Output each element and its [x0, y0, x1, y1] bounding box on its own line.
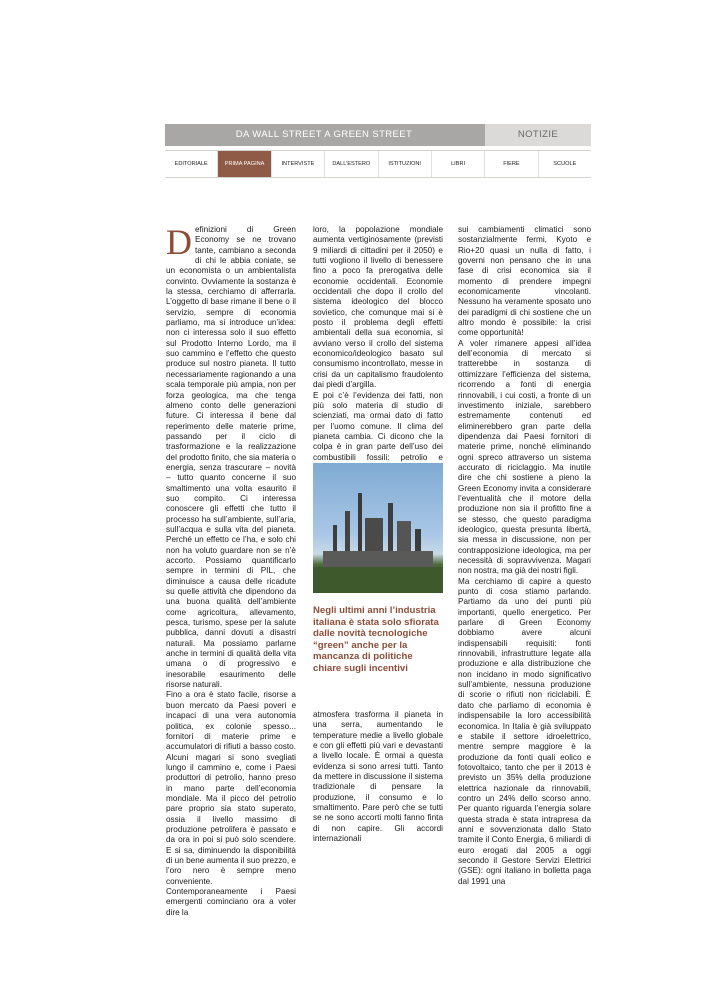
refinery-illustration — [313, 463, 443, 593]
paragraph: Ma cerchiamo di capire a questo punto di cosa stiamo parlando. Partiamo da uno dei punti più importanti, quello energetico. Per parlare di Green Economy dobbiamo avere alcuni indispensabili requisiti: fonti rinnovabili, infrastrutture legate alla produzione e alla distribuzione che non incidano in modo significativo sull’ambiente, nessuna produzione di scorie o rifiuti non riciclabili. È dato che parliamo di economia è indispensabile la loro accessibilità economica. In Italia è già sviluppato e stabile il settore idroelettrico, mentre sempre maggiore è la produzione da fonti quali eolico e fotovoltaico, tanto che per il 2013 è previsto un 35% della produzione elettrica nazionale da rinnovabili, contro un 24% dello scorso anno. Per quanto riguarda l’energia solare questa strada è stata intrapresa da anni e sovvenzionata dallo Stato tramite il Conto Energia, 6 miliardi di euro erogati dal 2005 a oggi secondo il Gestore Servizi Elettrici (GSE): ogni italiano in bolletta paga dal 1991 una — [458, 576, 591, 886]
industrial-plant-photo — [313, 463, 443, 593]
notizie-tab[interactable]: NOTIZIE — [485, 124, 591, 146]
nav-scuole[interactable]: SCUOLE — [553, 161, 577, 167]
nav-bar — [165, 150, 591, 178]
nav-fiere[interactable]: FIERE — [485, 151, 538, 177]
paragraph: sui cambiamenti climatici sono sostanzialmente fermi, Kyoto e Rio+20 quasi un nulla di fatto, i governi non pensano che in una fase di crisi economica sia il momento di prendere impegni economicamente vincolanti. Nessuno ha veramente sposato uno dei paradigmi di chi sostiene che un altro mondo è possibile: la crisi come opportunità! — [458, 225, 591, 338]
photo-caption: Negli ultimi anni l’industria italiana è stata solo sfiorata dalle novità tecnologiche “green” anche per la mancanza di politiche chiare sugli incentivi — [313, 605, 439, 674]
section-bar — [165, 124, 591, 146]
article-column-2-continued — [313, 710, 443, 844]
article-column-1 — [166, 222, 296, 918]
paragraph: A voler rimanere appesi all’idea dell’economia di mercato si tratterebbe in sostanza di ottimizzare l’efficienza del sistema, ricorrendo a fonti di energia rinnovabili, i cui costi, a fronte di un investimento iniziale, sarebbero estremamente contenuti ed eliminerebbero gran parte della dipendenza dai Paesi fornitori di materie prime, nonché eliminando ogni spreco attraverso un sistema accurato di riciclaggio. Ma inutile dire che chi sostiene a pieno la Green Economy invita a considerare l’eventualità che il motore della produzione non sia il profitto fine a se stesso, che questo paradigma ideologico, questa presunta libertà, sia messa in discussione, non per contrapposizione ideologica, ma per necessità di sopravvivenza. Magari non nostra, ma già dei nostri figli. — [458, 338, 591, 576]
paragraph — [166, 222, 296, 690]
article-column-2 — [313, 225, 443, 484]
nav-istituzioni[interactable]: ISTITUZIONI — [379, 151, 432, 177]
nav-dall-estero[interactable]: DALL’ESTERO — [325, 151, 378, 177]
nav-prima-pagina[interactable]: PRIMA PAGINA — [218, 151, 271, 177]
section-title: DA WALL STREET A GREEN STREET — [235, 129, 413, 140]
paragraph: Contemporaneamente i Paesi emergenti cominciano ora a voler dire la — [166, 887, 296, 917]
article-column-3 — [458, 225, 591, 887]
nav-editoriale[interactable]: EDITORIALE — [165, 151, 218, 177]
paragraph-text: efinizioni di Green Economy se ne trovano tante, cambiano a seconda di chi le abbia coniate, se un economista o un ambientalista convinto. Ovviamente la sostanza è la stessa, cerchiamo di afferrarla. L’oggetto di base rimane il bene o il servizio, sempre di economia parliamo, ma si introduce un’idea: non ci interessa solo il suo effetto sul Prodotto Interno Lordo, ma il suo cammino e l’effetto che questo produce sul nostro pianeta. Il tutto necessariamente ragionando a una scala temporale più ampia, non per forza geologica, ma che tenga almeno conto delle generazioni future. Ci interessa il bene dal reperimento delle materie prime, passando per il ciclo di trasformazione e la realizzazione del prodotto finito, che sia materia o energia, senza trascurare – novità – tutto quanto concerne il suo smaltimento una volta esaurito il suo compito. Ci interessa conoscere gli effetti che tutto il processo ha sull’ambiente, sull’aria, sull’acqua e sulla vita del pianeta. Perché un effetto ce l’ha, e solo chi non ha voluto guardare non se n’è accorto. Possiamo quantificarlo sempre in termini di PIL, che diminuisce a causa delle ricadute su quelle attività che dipendono da una buona qualità dell’ambiente come agricoltura, allevamento, pesca, turismo, spese per la salute pubblica, danni dovuti a disastri naturali. Ma possiamo parlarne anche in termini di qualità della vita umana o di progressivo e inesorabile esaurimento delle risorse naturali. — [166, 225, 296, 690]
paragraph: atmosfera trasforma il pianeta in una serra, aumentando le temperature medie a livello globale e con gli effetti più vari e devastanti a livello locale. È ormai a questa evidenza si sono arresi tutti. Tanto da mettere in discussione il sistema tradizionale di pensare la produzione, il consumo e lo smaltimento. Pare però che se tutti se ne sono accorti molti fanno finta di non capire. Gli accordi internazionali — [313, 710, 443, 844]
magazine-header — [165, 124, 591, 180]
nav-interviste[interactable]: INTERVISTE — [272, 151, 325, 177]
paragraph: loro, la popolazione mondiale aumenta vertiginosamente (previsti 9 miliardi di cittadini per il 2050) e tutti vogliono il livello di benessere fino a poco fa prerogativa delle economie occidentali. Economie occidentali che dopo il crollo del sistema ideologico del blocco sovietico, che comunque mai si è posto il problema degli effetti ambientali della sua economia, si avviano verso il crollo del sistema economico/ideologico basato sul consumismo incontrollato, messe in crisi da un capitalismo fraudolento dai piedi d’argilla. — [313, 225, 443, 390]
drop-cap: D — [166, 222, 192, 262]
paragraph: Fino a ora è stato facile, risorse a buon mercato da Paesi poveri e incapaci di una vera autonomia politica, ex colonie spesso... fornitori di materie prime e accumulatori di rifiuti a basso costo. Alcuni magari si sono svegliati lungo il cammino e, come i Paesi produttori di petrolio, hanno preso in mano parte dell’economia mondiale. Ma il picco del petrolio pare proprio sia stato superato, ossia il livello massimo di produzione petrolifera è passato e da ora in poi si può solo scendere. E si sa, diminuendo la disponibilità di un bene aumenta il suo prezzo, e l’oro nero è sempre meno conveniente. — [166, 690, 296, 886]
nav-libri[interactable]: LIBRI — [432, 151, 485, 177]
paragraph: E poi c’è l’evidenza dei fatti, non più solo materia di studio di scienziati, ma ormai dato di fatto per l’uomo comune. Il clima del pianeta cambia. Ci dicono che la colpa è in gran parte dell’uso dei combustibili fossili: petrolio e — [313, 390, 443, 462]
